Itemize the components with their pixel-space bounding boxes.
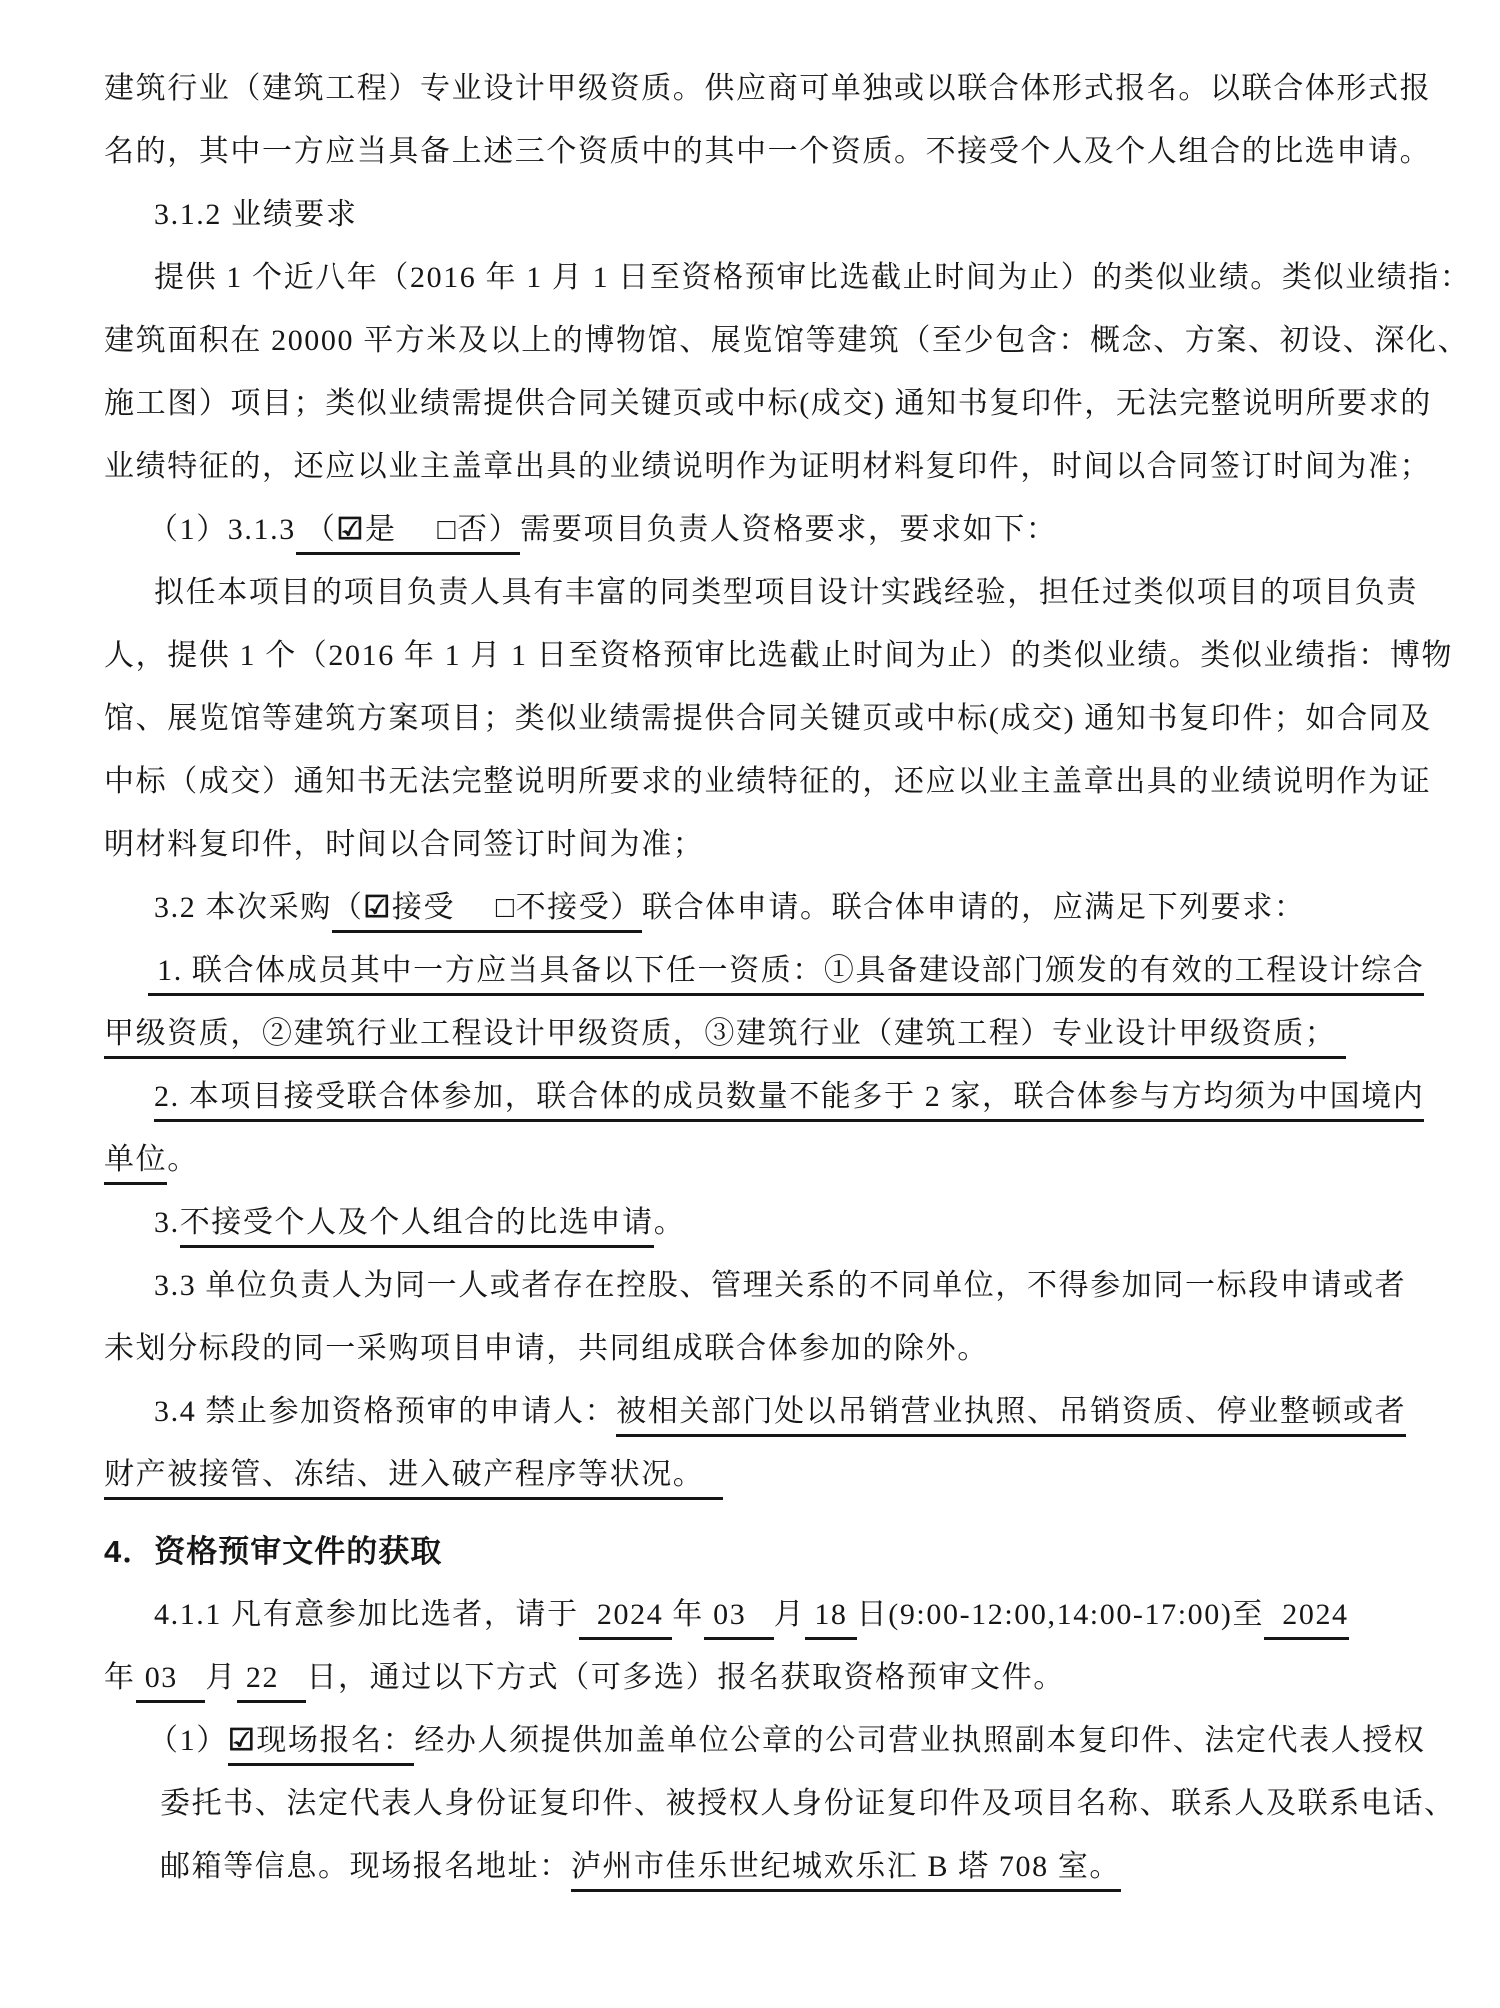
text-line <box>104 435 1432 498</box>
text-line <box>104 1709 1426 1772</box>
checkbox-checked-icon: ☑ <box>337 509 366 555</box>
text-line <box>104 1128 1412 1191</box>
text-run: 月 <box>773 1598 806 1631</box>
section-heading <box>104 1520 1412 1583</box>
text-run: 4.1.1 凡有意参加比选者，请于 <box>154 1598 579 1631</box>
text-run: 22 <box>237 1657 307 1703</box>
text-line <box>104 1583 1412 1646</box>
text-run: 3. <box>154 1206 180 1239</box>
text-run: 2024 <box>1264 1594 1349 1640</box>
text-run: 拟任本项目的项目负责人具有丰富的同类型项目设计实践经验，担任过类似项目的项目负责 <box>154 576 1418 609</box>
text-run: 不接受） <box>516 887 642 933</box>
text-run: 年 <box>672 1598 705 1631</box>
text-run: 否） <box>457 509 520 555</box>
text-run: 03 <box>136 1657 206 1703</box>
text-run: 3.4 禁止参加资格预审的申请人： <box>154 1395 617 1428</box>
text-run: 需要项目负责人资格要求，要求如下： <box>520 513 1058 546</box>
text-line <box>104 498 1412 561</box>
text-run: 年 <box>104 1661 136 1694</box>
text-line <box>104 1065 1425 1128</box>
text-line <box>104 372 1432 435</box>
text-run: 名的，其中一方应当具备上述三个资质中的其中一个资质。不接受个人及个人组合的比选申请。 <box>104 135 1432 168</box>
text-run: 。 <box>167 1143 199 1176</box>
text-line <box>104 1772 1456 1835</box>
text-run: 接受 <box>392 887 496 933</box>
text-run: （1） <box>148 1724 228 1757</box>
text-line <box>104 1254 1412 1317</box>
checkbox-unchecked-icon: □ <box>496 887 516 933</box>
text-run: 施工图）项目；类似业绩需提供合同关键页或中标(成交) 通知书复印件，无法完整说明所要求的 <box>104 387 1432 420</box>
text-run: 是 <box>365 509 437 555</box>
text-run: 月 <box>205 1661 237 1694</box>
text-run: 明材料复印件，时间以合同签订时间为准； <box>104 828 705 861</box>
text-run: 人，提供 1 个（2016 年 1 月 1 日至资格预审比选截止时间为止）的类似业绩。类似业绩指：博物 <box>104 639 1454 672</box>
text-run: 建筑行业（建筑工程）专业设计甲级资质。供应商可单独或以联合体形式报名。以联合体形式报 <box>104 72 1432 105</box>
text-run: 2024 <box>579 1594 673 1640</box>
checkbox-unchecked-icon: □ <box>437 509 457 555</box>
text-line <box>104 309 1470 372</box>
text-run: 经办人须提供加盖单位公章的公司营业执照副本复印件、法定代表人授权 <box>414 1724 1426 1757</box>
checkbox-checked-icon: ☑ <box>228 1720 257 1766</box>
text-line <box>104 561 1418 624</box>
text-run: 日，通过以下方式（可多选）报名获取资格预审文件。 <box>306 1661 1065 1694</box>
text-line <box>104 1317 1412 1380</box>
text-run: 业绩特征的，还应以业主盖章出具的业绩说明作为证明材料复印件，时间以合同签订时间为准； <box>104 450 1432 483</box>
text-run: 中标（成交）通知书无法完整说明所要求的业绩特征的，还应以业主盖章出具的业绩说明作为证 <box>104 765 1432 798</box>
text-run: 联合体申请。联合体申请的，应满足下列要求： <box>641 891 1306 924</box>
text-run: 财产被接管、冻结、进入破产程序等状况。 <box>104 1454 723 1500</box>
text-run: 委托书、法定代表人身份证复印件、被授权人身份证复印件及项目名称、联系人及联系电话、 <box>160 1787 1456 1820</box>
text-line <box>104 1646 1412 1709</box>
text-run: （ <box>296 509 337 555</box>
text-line <box>104 120 1432 183</box>
text-run: 3.2 本次采购 <box>154 891 332 924</box>
text-run: 建筑面积在 20000 平方米及以上的博物馆、展览馆等建筑（至少包含：概念、方案、初设、深化、 <box>104 324 1470 357</box>
text-run: 提供 1 个近八年（2016 年 1 月 1 日至资格预审比选截止时间为止）的类似业绩。类似业绩指： <box>154 261 1472 294</box>
text-line <box>104 687 1432 750</box>
checkbox-checked-icon: ☑ <box>363 887 392 933</box>
text-line <box>104 57 1432 120</box>
text-line <box>104 750 1432 813</box>
text-line <box>104 1835 1412 1898</box>
text-line <box>104 246 1472 309</box>
text-run: 馆、展览馆等建筑方案项目；类似业绩需提供合同关键页或中标(成交) 通知书复印件；如合同及 <box>104 702 1432 735</box>
text-run: （ <box>332 887 364 933</box>
text-run: 。 <box>653 1206 686 1239</box>
text-run: 未划分标段的同一采购项目申请，共同组成联合体参加的除外。 <box>104 1332 989 1365</box>
text-run: 2. 本项目接受联合体参加，联合体的成员数量不能多于 2 家，联合体参与方均须为中国境内 <box>154 1076 1424 1122</box>
text-run: 被相关部门处以吊销营业执照、吊销资质、停业整顿或者 <box>616 1391 1406 1437</box>
text-run: 03 <box>704 1594 774 1640</box>
text-run: 3.1.2 业绩要求 <box>154 198 358 231</box>
text-run: 现场报名： <box>256 1720 414 1766</box>
text-run: 单位 <box>104 1139 167 1185</box>
text-run: 不接受个人及个人组合的比选申请 <box>180 1202 654 1248</box>
text-line <box>104 1191 1412 1254</box>
text-run: （1）3.1.3 <box>148 513 296 546</box>
text-line <box>104 1443 1412 1506</box>
text-run: 泸州市佳乐世纪城欢乐汇 B 塔 708 室。 <box>571 1846 1121 1892</box>
text-run: 1. 联合体成员其中一方应当具备以下任一资质：①具备建设部门颁发的有效的工程设计综合 <box>148 950 1424 996</box>
text-run: 18 <box>805 1594 856 1640</box>
text-line <box>104 1380 1412 1443</box>
text-line <box>104 1002 1412 1065</box>
text-run: 甲级资质，②建筑行业工程设计甲级资质，③建筑行业（建筑工程）专业设计甲级资质； <box>104 1013 1346 1059</box>
text-run: 日(9:00-12:00,14:00-17:00)至 <box>856 1598 1265 1631</box>
text-run: 3.3 单位负责人为同一人或者存在控股、管理关系的不同单位，不得参加同一标段申请或者 <box>154 1269 1407 1302</box>
text-line <box>104 624 1454 687</box>
text-line <box>104 876 1412 939</box>
text-run: 邮箱等信息。现场报名地址： <box>160 1850 571 1883</box>
text-run: 4．资格预审文件的获取 <box>104 1534 443 1569</box>
text-line <box>104 939 1425 1002</box>
text-line <box>104 183 1412 246</box>
text-line <box>104 813 1412 876</box>
document-body <box>104 57 1472 1898</box>
